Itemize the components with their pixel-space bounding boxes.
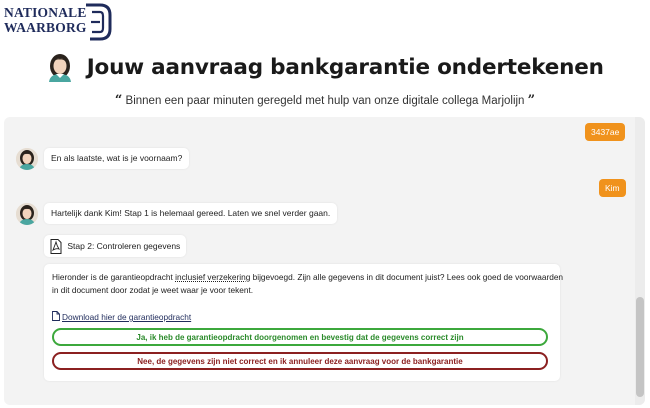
- chat-scrollbar[interactable]: [635, 117, 645, 405]
- quote-close-icon: ”: [527, 93, 536, 108]
- user-message: 3437ae: [585, 123, 625, 141]
- assistant-avatar-icon: [46, 52, 74, 82]
- confirm-button[interactable]: Ja, ik heb de garantieopdracht doorgenomen en bevestig dat de gegevens correct zijn: [52, 328, 548, 346]
- step-label: Stap 2: Controleren gegevens: [67, 241, 181, 251]
- assistant-message: Hartelijk dank Kim! Stap 1 is helemaal gereed. Laten we snel verder gaan.: [44, 203, 337, 224]
- document-icon: [52, 311, 60, 321]
- cancel-button[interactable]: Nee, de gegevens zijn niet correct en ik annuleer deze aanvraag voor de bankgarantie: [52, 352, 548, 370]
- step-indicator: [44, 235, 186, 257]
- pdf-icon: [50, 239, 62, 254]
- page-title: Jouw aanvraag bankgarantie ondertekenen: [86, 54, 604, 80]
- user-message: Kim: [599, 179, 626, 197]
- page-subtitle: [0, 93, 650, 108]
- nationale-waarborg-logo[interactable]: [2, 2, 114, 42]
- logo-line1: NATIONALE: [4, 5, 87, 20]
- document-description: Hieronder is de garantieopdracht inclusief verzekering bijgevoegd. Zijn alle gegevens in dit document juist? Lees ook goed de voorwaarden: [52, 272, 564, 282]
- quote-open-icon: “: [114, 93, 123, 108]
- scrollbar-thumb[interactable]: [636, 297, 644, 397]
- insurance-tooltip-link[interactable]: inclusief verzekering: [175, 272, 251, 282]
- chat-window[interactable]: [4, 117, 645, 405]
- download-label: Download hier de garantieopdracht: [62, 312, 192, 322]
- document-description-line2: in dit document door zodat je weet waar je voor tekent.: [52, 285, 254, 295]
- assistant-avatar-icon: [16, 203, 38, 225]
- document-card: [44, 264, 564, 381]
- logo-mark-icon: [80, 2, 114, 42]
- download-link[interactable]: [52, 311, 191, 322]
- assistant-message: En als laatste, wat is je voornaam?: [44, 148, 189, 169]
- page-header: [0, 52, 650, 82]
- subtitle-text: Binnen een paar minuten geregeld met hulp van onze digitale collega Marjolijn: [125, 95, 525, 107]
- logo-line2: WAARBORG: [4, 20, 87, 35]
- assistant-avatar-icon: [16, 148, 38, 170]
